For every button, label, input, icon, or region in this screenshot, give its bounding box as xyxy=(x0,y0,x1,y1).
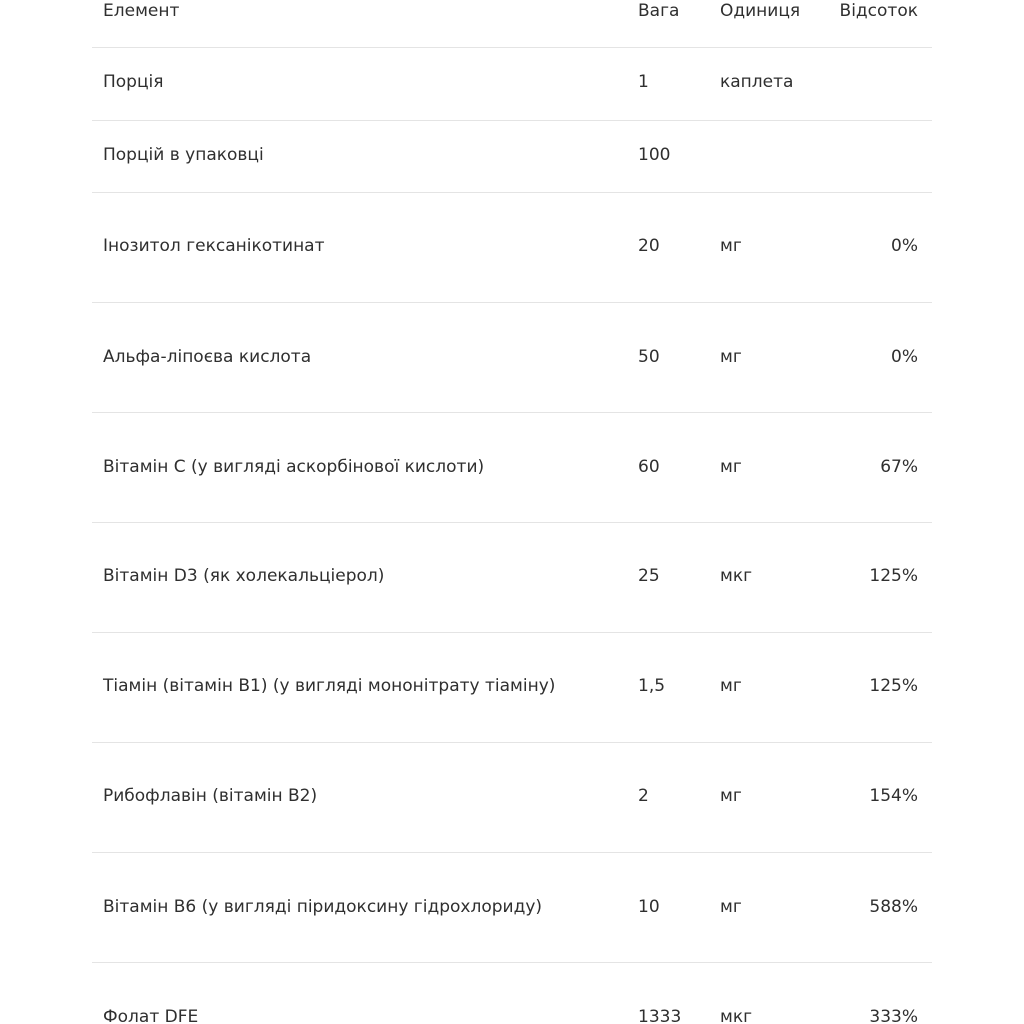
row-unit: мг xyxy=(720,236,742,256)
header-name: Елемент xyxy=(103,1,180,21)
row-weight: 20 xyxy=(638,236,660,256)
row-unit: мг xyxy=(720,897,742,917)
row-name: Порцій в упаковці xyxy=(103,145,264,165)
row-percent: 333% xyxy=(869,1007,918,1024)
table-row xyxy=(92,633,932,743)
row-unit: мг xyxy=(720,347,742,367)
row-weight: 1 xyxy=(638,72,649,92)
row-percent: 125% xyxy=(869,676,918,696)
table-row xyxy=(92,413,932,523)
row-percent: 588% xyxy=(869,897,918,917)
table-row xyxy=(92,853,932,963)
row-name: Рибофлавін (вітамін В2) xyxy=(103,786,318,806)
table-row xyxy=(92,963,932,1024)
row-unit: каплета xyxy=(720,72,794,92)
row-name: Вітамін С (у вигляді аскорбінової кислоти) xyxy=(103,457,485,477)
header-percent: Відсоток xyxy=(839,1,918,21)
row-weight: 2 xyxy=(638,786,649,806)
table-row xyxy=(92,743,932,853)
table-row xyxy=(92,121,932,193)
row-name: Альфа-ліпоєва кислота xyxy=(103,347,312,367)
row-name: Вітамін В6 (у вигляді піридоксину гідрохлориду) xyxy=(103,897,543,917)
table-header-row xyxy=(92,0,932,48)
row-percent: 0% xyxy=(891,347,918,367)
row-weight: 25 xyxy=(638,566,660,586)
row-percent: 125% xyxy=(869,566,918,586)
row-weight: 100 xyxy=(638,145,671,165)
row-percent: 154% xyxy=(869,786,918,806)
table-row xyxy=(92,523,932,633)
nutrition-table xyxy=(92,0,932,1024)
row-weight: 50 xyxy=(638,347,660,367)
row-unit: мкг xyxy=(720,566,753,586)
row-unit: мг xyxy=(720,457,742,477)
row-unit: мкг xyxy=(720,1007,753,1024)
row-weight: 10 xyxy=(638,897,660,917)
row-name: Інозитол гексанікотинат xyxy=(103,236,325,256)
table-row xyxy=(92,48,932,121)
row-weight: 1333 xyxy=(638,1007,682,1024)
row-name: Порція xyxy=(103,72,164,92)
row-unit: мг xyxy=(720,786,742,806)
table-row xyxy=(92,303,932,413)
row-weight: 1,5 xyxy=(638,676,666,696)
header-unit: Одиниця xyxy=(720,1,801,21)
row-weight: 60 xyxy=(638,457,660,477)
row-name: Тіамін (вітамін В1) (у вигляді мононітрату тіаміну) xyxy=(103,676,556,696)
header-weight: Вага xyxy=(638,1,680,21)
row-name: Фолат DFE xyxy=(103,1007,199,1024)
table-row xyxy=(92,193,932,303)
row-percent: 0% xyxy=(891,236,918,256)
row-unit: мг xyxy=(720,676,742,696)
row-percent: 67% xyxy=(880,457,918,477)
row-name: Вітамін D3 (як холекальціерол) xyxy=(103,566,385,586)
